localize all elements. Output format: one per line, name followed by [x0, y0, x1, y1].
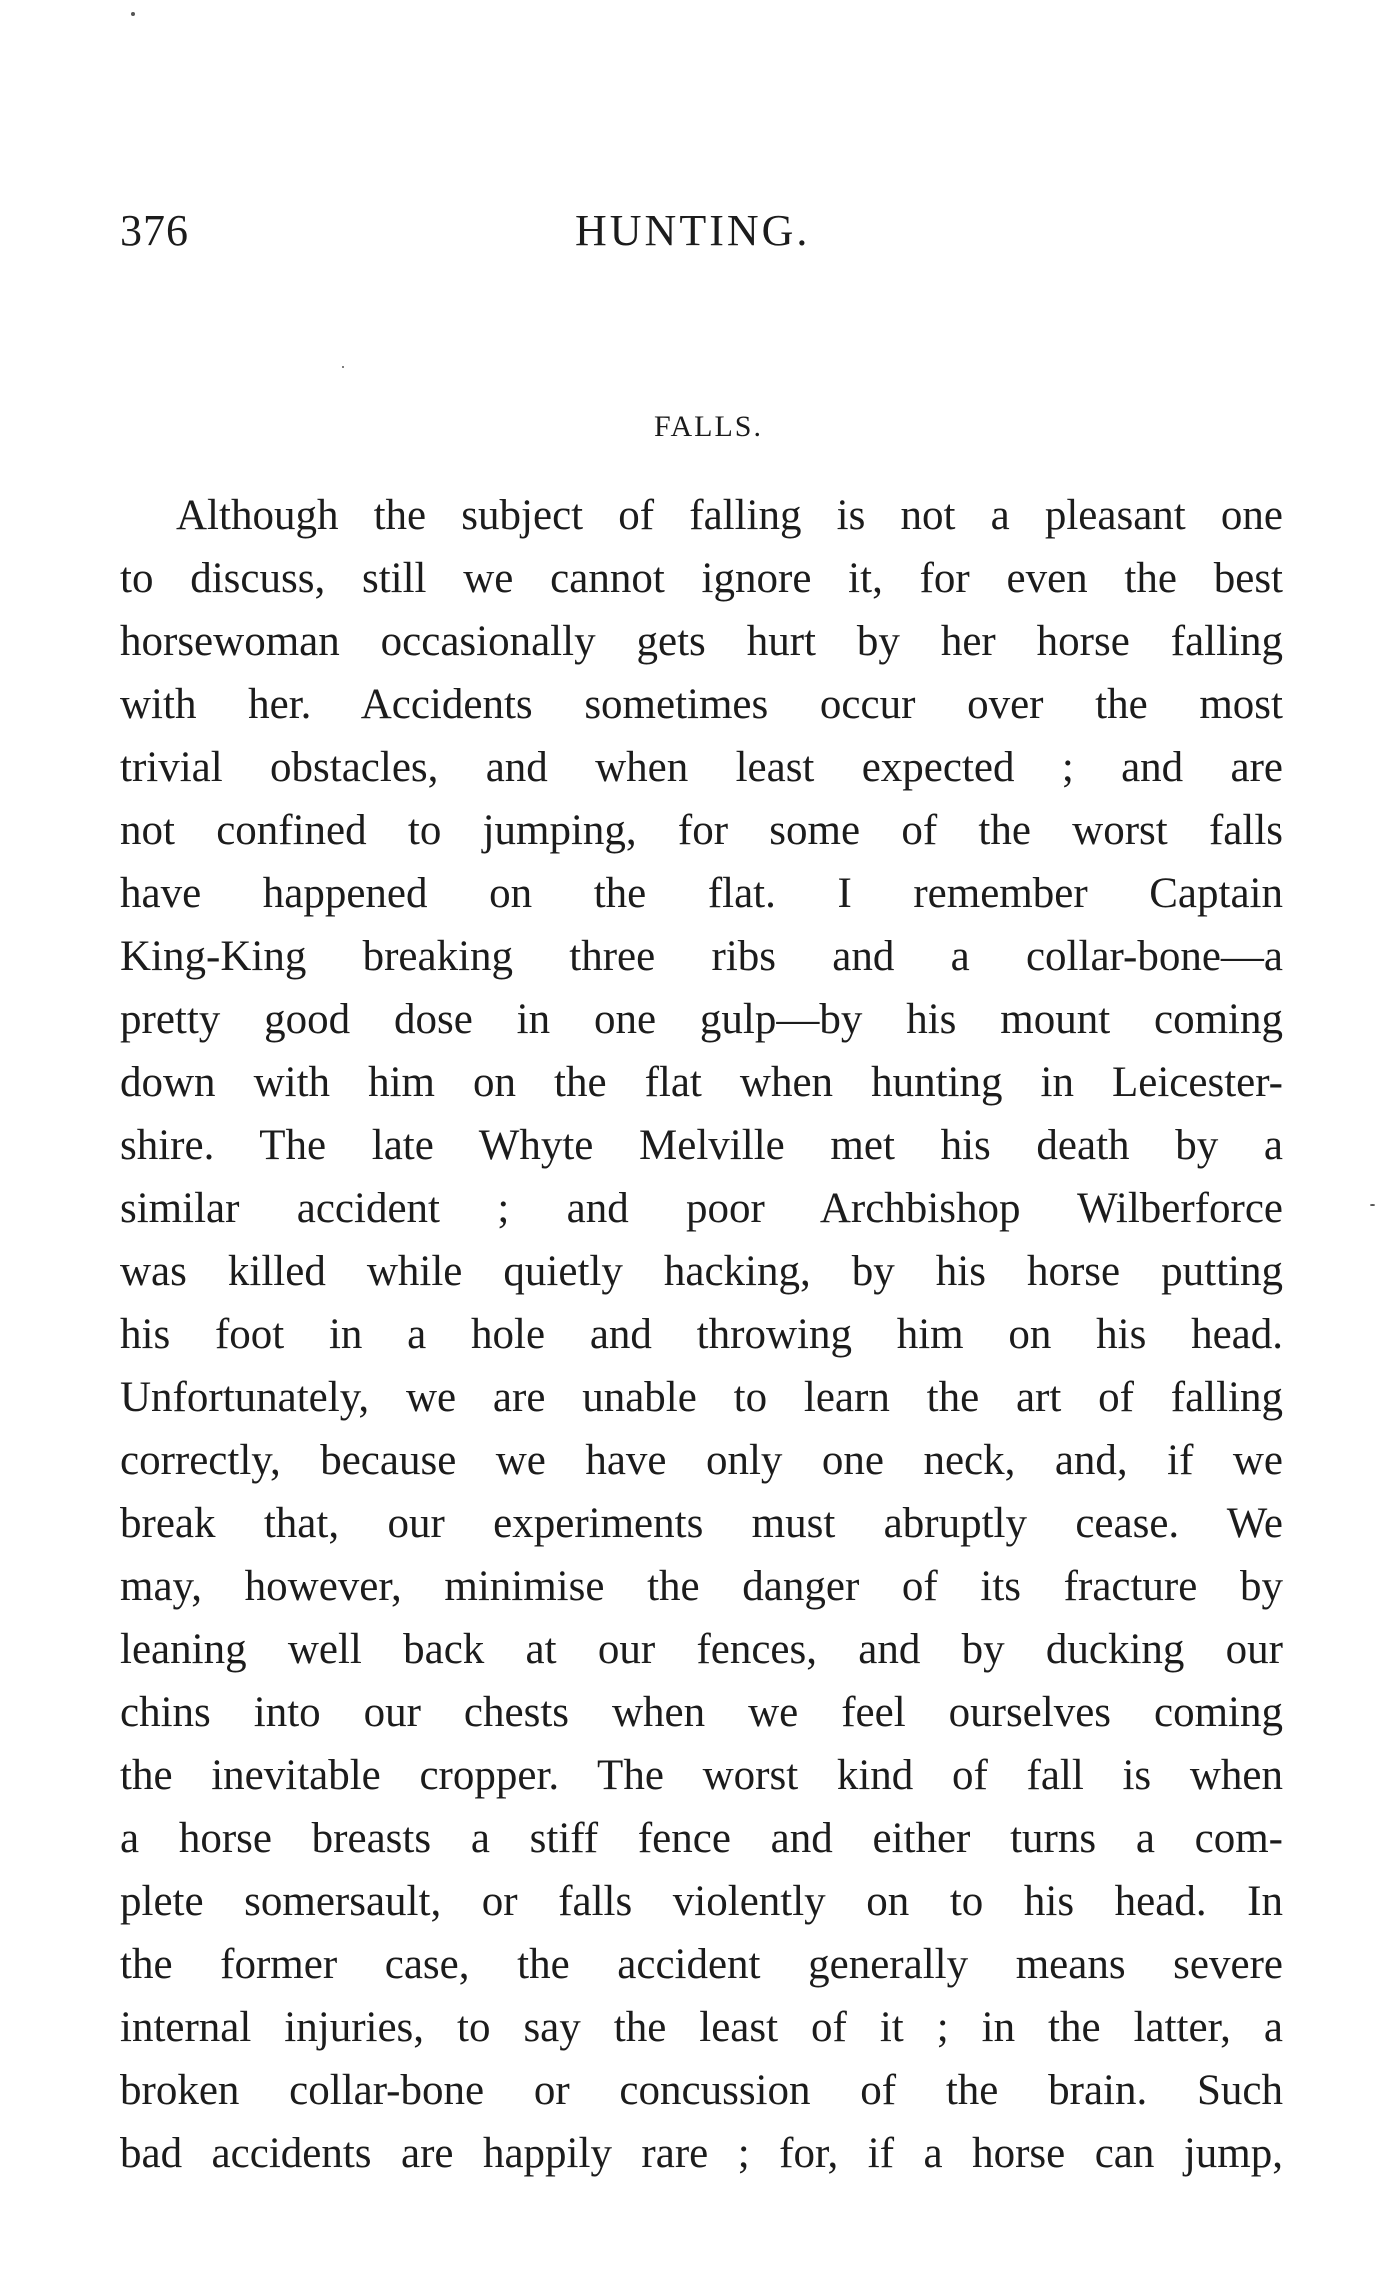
text-line: horsewoman occasionally gets hurt by her horse falling	[120, 618, 1283, 665]
text-line: pretty good dose in one gulp—by his mount coming	[120, 996, 1283, 1043]
text-line: correctly, because we have only one neck, and, if we	[120, 1437, 1283, 1484]
body-paragraph	[120, 484, 1283, 2185]
text-line: plete somersault, or falls violently on to his head. In	[120, 1878, 1283, 1925]
print-speck-mid	[342, 366, 344, 368]
text-line: broken collar-bone or concussion of the brain. Such	[120, 2067, 1283, 2114]
text-line: break that, our experiments must abruptly cease. We	[120, 1500, 1283, 1547]
text-line: with her. Accidents sometimes occur over the most	[120, 681, 1283, 728]
print-speck-right	[1370, 1204, 1375, 1206]
text-line: may, however, minimise the danger of its fracture by	[120, 1563, 1283, 1610]
running-head	[120, 205, 1280, 265]
text-line: leaning well back at our fences, and by ducking our	[120, 1626, 1283, 1673]
text-line: similar accident ; and poor Archbishop Wilberforce	[120, 1185, 1283, 1232]
text-line: shire. The late Whyte Melville met his death by a	[120, 1122, 1283, 1169]
text-line: internal injuries, to say the least of it ; in the latter, a	[120, 2004, 1283, 2051]
text-line: have happened on the flat. I remember Captain	[120, 870, 1283, 917]
text-line: a horse breasts a stiff fence and either turns a com-	[120, 1815, 1283, 1862]
text-line: the inevitable cropper. The worst kind of fall is when	[120, 1752, 1283, 1799]
print-speck-top	[131, 12, 135, 16]
text-line: his foot in a hole and throwing him on his head.	[120, 1311, 1283, 1358]
text-line: the former case, the accident generally means severe	[120, 1941, 1283, 1988]
section-heading: FALLS.	[654, 410, 763, 443]
text-line: trivial obstacles, and when least expected ; and are	[120, 744, 1283, 791]
text-line: to discuss, still we cannot ignore it, for even the best	[120, 555, 1283, 602]
text-line: down with him on the flat when hunting in Leicester-	[120, 1059, 1283, 1106]
text-line: King-King breaking three ribs and a collar-bone—a	[120, 933, 1283, 980]
page-number: 376	[120, 206, 189, 255]
text-line: Although the subject of falling is not a pleasant one	[176, 492, 1283, 539]
text-line: was killed while quietly hacking, by his horse putting	[120, 1248, 1283, 1295]
text-line: chins into our chests when we feel ourselves coming	[120, 1689, 1283, 1736]
text-line: Unfortunately, we are unable to learn the art of falling	[120, 1374, 1283, 1421]
text-line: bad accidents are happily rare ; for, if a horse can jump,	[120, 2130, 1283, 2177]
text-line: not confined to jumping, for some of the worst falls	[120, 807, 1283, 854]
running-title: HUNTING.	[575, 206, 811, 255]
